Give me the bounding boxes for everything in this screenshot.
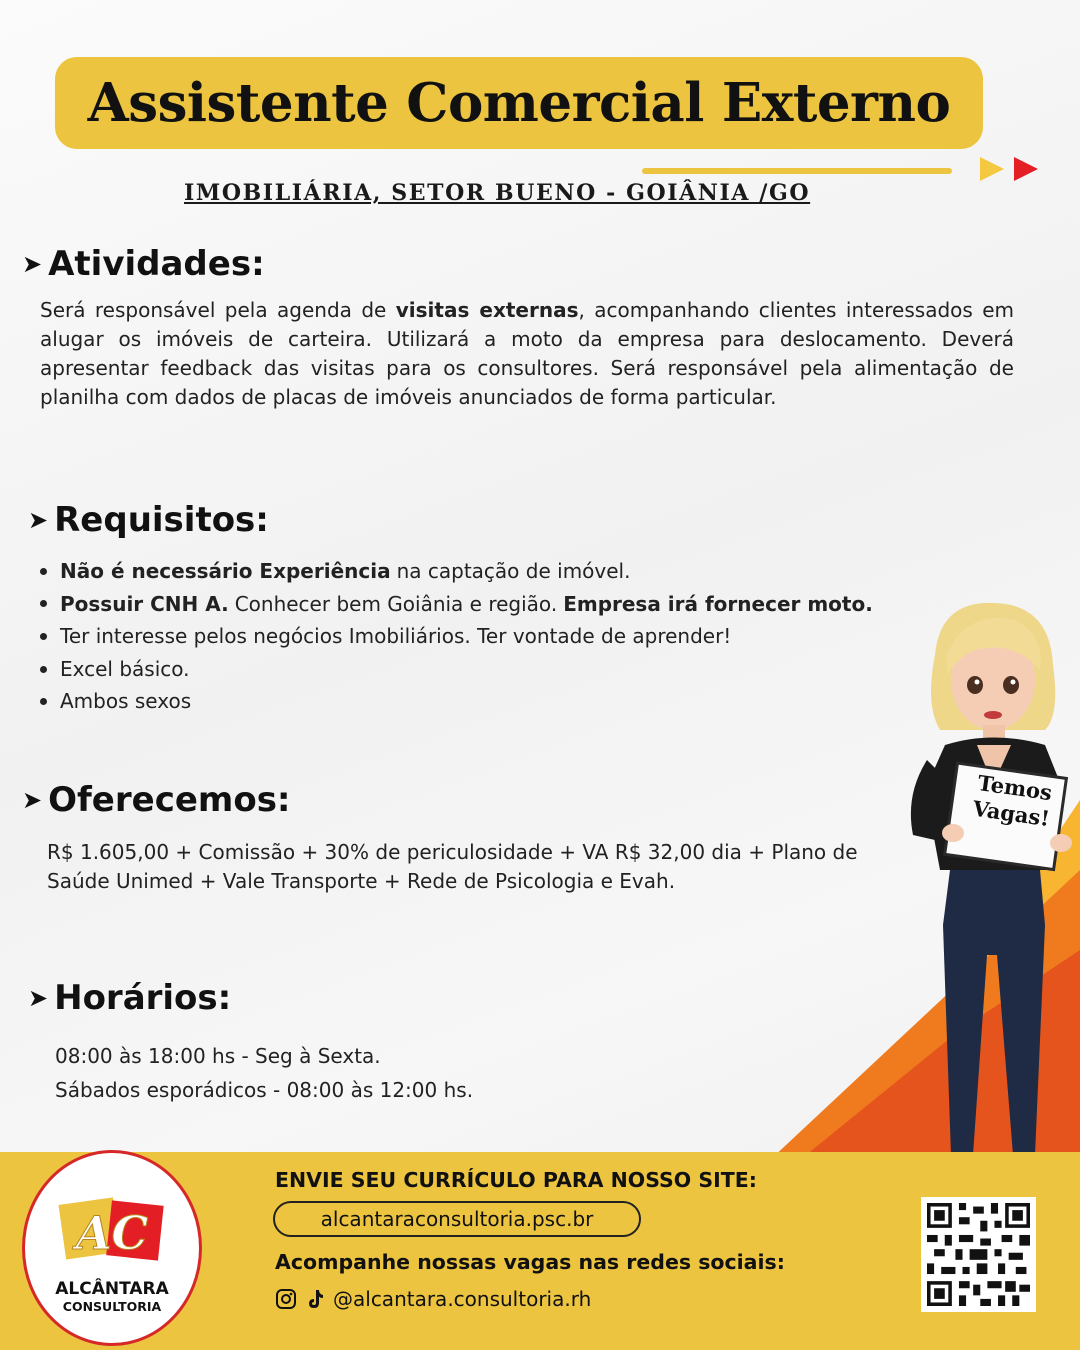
- sign-text: Temos Vagas!: [971, 770, 1054, 832]
- atividades-text: Será responsável pela agenda de visitas externas, acompanhando clientes interessados em alugar os imóveis de carteira. Utilizará a moto da empresa para deslocamento. Deverá apresentar feedback das visitas para os consultores. Será responsável pela alimentação de planilha com dados de placas de imóveis anunciados de forma particular.: [40, 298, 1015, 409]
- svg-text:AC: AC: [75, 1205, 149, 1260]
- company-logo: [22, 1150, 202, 1346]
- requisitos-heading-row: [28, 500, 269, 540]
- horarios-line-2: Sábados esporádicos - 08:00 às 12:00 hs.: [55, 1078, 474, 1102]
- list-item: Não é necessário Experiência na captação de imóvel.: [40, 555, 920, 588]
- list-item: Ambos sexos: [40, 685, 920, 718]
- tiktok-icon[interactable]: [305, 1288, 325, 1310]
- arrow-bullet-icon: ➤: [22, 250, 43, 278]
- title-banner: [55, 57, 983, 149]
- oferecemos-text: R$ 1.605,00 + Comissão + 30% de periculosidade + VA R$ 32,00 dia + Plano de Saúde Unimed + Vale Transporte + Rede de Psicologia e Evah.: [47, 840, 858, 893]
- oferecemos-heading: Oferecemos:: [48, 780, 291, 820]
- requisitos-list: [40, 555, 920, 718]
- list-item: Excel básico.: [40, 653, 920, 686]
- list-item: Possuir CNH A. Conhecer bem Goiânia e região. Empresa irá fornecer moto.: [40, 588, 920, 621]
- social-handle[interactable]: @alcantara.consultoria.rh: [333, 1287, 592, 1311]
- job-location: IMOBILIÁRIA, SETOR BUENO - GOIÂNIA /GO: [184, 180, 811, 206]
- play-arrow-red-icon: [1012, 155, 1040, 183]
- qr-code[interactable]: [921, 1197, 1036, 1312]
- atividades-heading: Atividades:: [48, 244, 265, 284]
- horarios-heading: Horários:: [54, 978, 232, 1018]
- horarios-line-1: 08:00 às 18:00 hs - Seg à Sexta.: [55, 1044, 381, 1068]
- puzzle-logo-icon: [57, 1193, 167, 1273]
- requisitos-heading: Requisitos:: [54, 500, 269, 540]
- arrow-bullet-icon: ➤: [28, 984, 49, 1012]
- social-row: [275, 1287, 591, 1311]
- website-link[interactable]: alcantaraconsultoria.psc.br: [273, 1201, 641, 1237]
- title-underline: [642, 168, 952, 174]
- instagram-icon[interactable]: [275, 1288, 297, 1310]
- oferecemos-heading-row: [22, 780, 291, 820]
- logo-subtitle: CONSULTORIA: [62, 1298, 162, 1314]
- play-arrow-yellow-icon: [978, 155, 1006, 183]
- page-title: Assistente Comercial Externo: [87, 72, 951, 134]
- social-cta: Acompanhe nossas vagas nas redes sociais:: [275, 1250, 785, 1274]
- logo-name: ALCÂNTARA: [55, 1278, 169, 1299]
- list-item: Ter interesse pelos negócios Imobiliários. Ter vontade de aprender!: [40, 620, 920, 653]
- arrow-bullet-icon: ➤: [28, 506, 49, 534]
- atividades-bold: visitas externas: [395, 298, 579, 322]
- cta-title: ENVIE SEU CURRÍCULO PARA NOSSO SITE:: [275, 1168, 757, 1192]
- atividades-heading-row: [22, 244, 265, 284]
- woman-avatar-illustration: [895, 595, 1080, 1185]
- horarios-heading-row: [28, 978, 231, 1018]
- arrow-bullet-icon: ➤: [22, 786, 43, 814]
